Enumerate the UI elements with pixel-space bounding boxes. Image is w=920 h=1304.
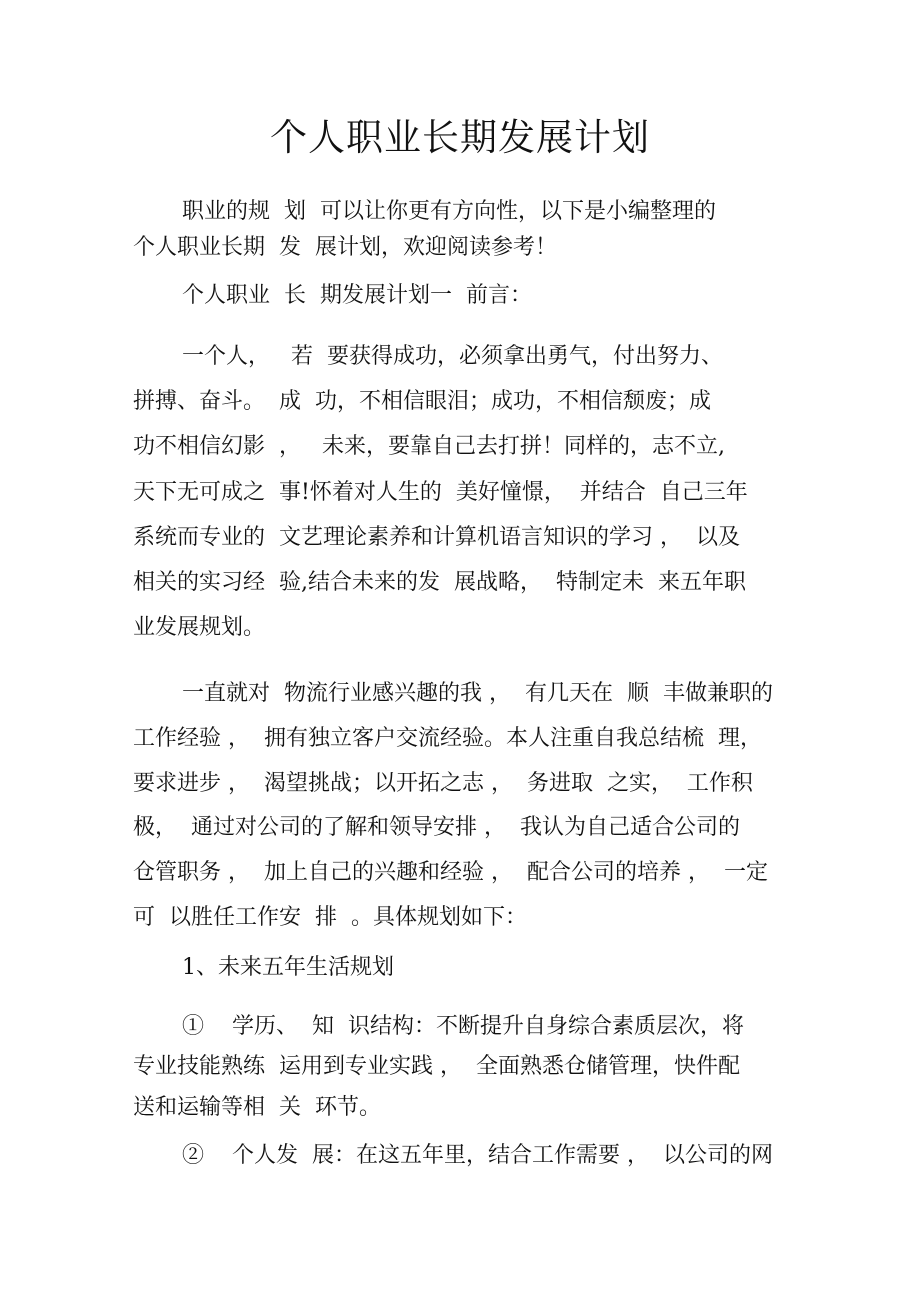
text-line: 个人职业 长 期发展计划一 前言：	[182, 283, 532, 308]
text-line: 业发展规划。	[133, 615, 266, 640]
text-line: ② 个人发 展：在这五年里，结合工作需要 ， 以公司的网	[182, 1143, 773, 1168]
text-line: 功不相信幻影 ， 未来，要靠自己去打拼！同样的，志不立,	[133, 434, 725, 459]
text-line: 仓管职务 ， 加上自己的兴趣和经验 ， 配合公司的培养 ， 一定	[133, 860, 768, 885]
text-line: 系统而专业的 文艺理论素养和计算机语言知识的学习 ， 以及	[133, 525, 740, 550]
text-line: 相关的实习经 验,结合未来的发 展战略， 特制定未 来五年职	[133, 570, 746, 595]
text-line: 工作经验 ， 拥有独立客户交流经验。本人注重自我总结梳 理，	[133, 726, 762, 751]
text-line: ① 学历、 知 识结构：不断提升自身综合素质层次，将	[182, 1014, 744, 1039]
text-line: 专业技能熟练 运用到专业实践 ， 全面熟悉仓储管理，快件配	[133, 1054, 740, 1079]
text-line: 拼搏、奋斗。 成 功，不相信眼泪；成功，不相信颓废；成	[133, 389, 711, 414]
text-line: 一直就对 物流行业感兴趣的我 ， 有几天在 顺 丰做兼职的	[182, 681, 773, 706]
text-line: 要求进步 ， 渴望挑战；以开拓之志 ， 务进取 之实， 工作积	[133, 771, 753, 796]
text-line: 天下无可成之 事!怀着对人生的 美好憧憬， 并结合 自己三年	[133, 480, 748, 505]
text-line: 一个人， 若 要获得成功，必须拿出勇气，付出努力、	[182, 344, 723, 369]
text-line: 职业的规 划 可以让你更有方向性，以下是小编整理的	[182, 199, 716, 224]
text-line: 送和运输等相 关 环节。	[133, 1095, 381, 1120]
text-line: 1、未来五年生活规划	[182, 955, 394, 980]
text-line: 可 以胜任工作安 排 。具体规划如下：	[133, 905, 527, 930]
text-line: 极， 通过对公司的了解和领导安排 ， 我认为自己适合公司的	[133, 815, 740, 840]
document-title: 个人职业长期发展计划	[270, 116, 650, 159]
text-line: 个人职业长期 发 展计划，欢迎阅读参考！	[133, 235, 557, 260]
